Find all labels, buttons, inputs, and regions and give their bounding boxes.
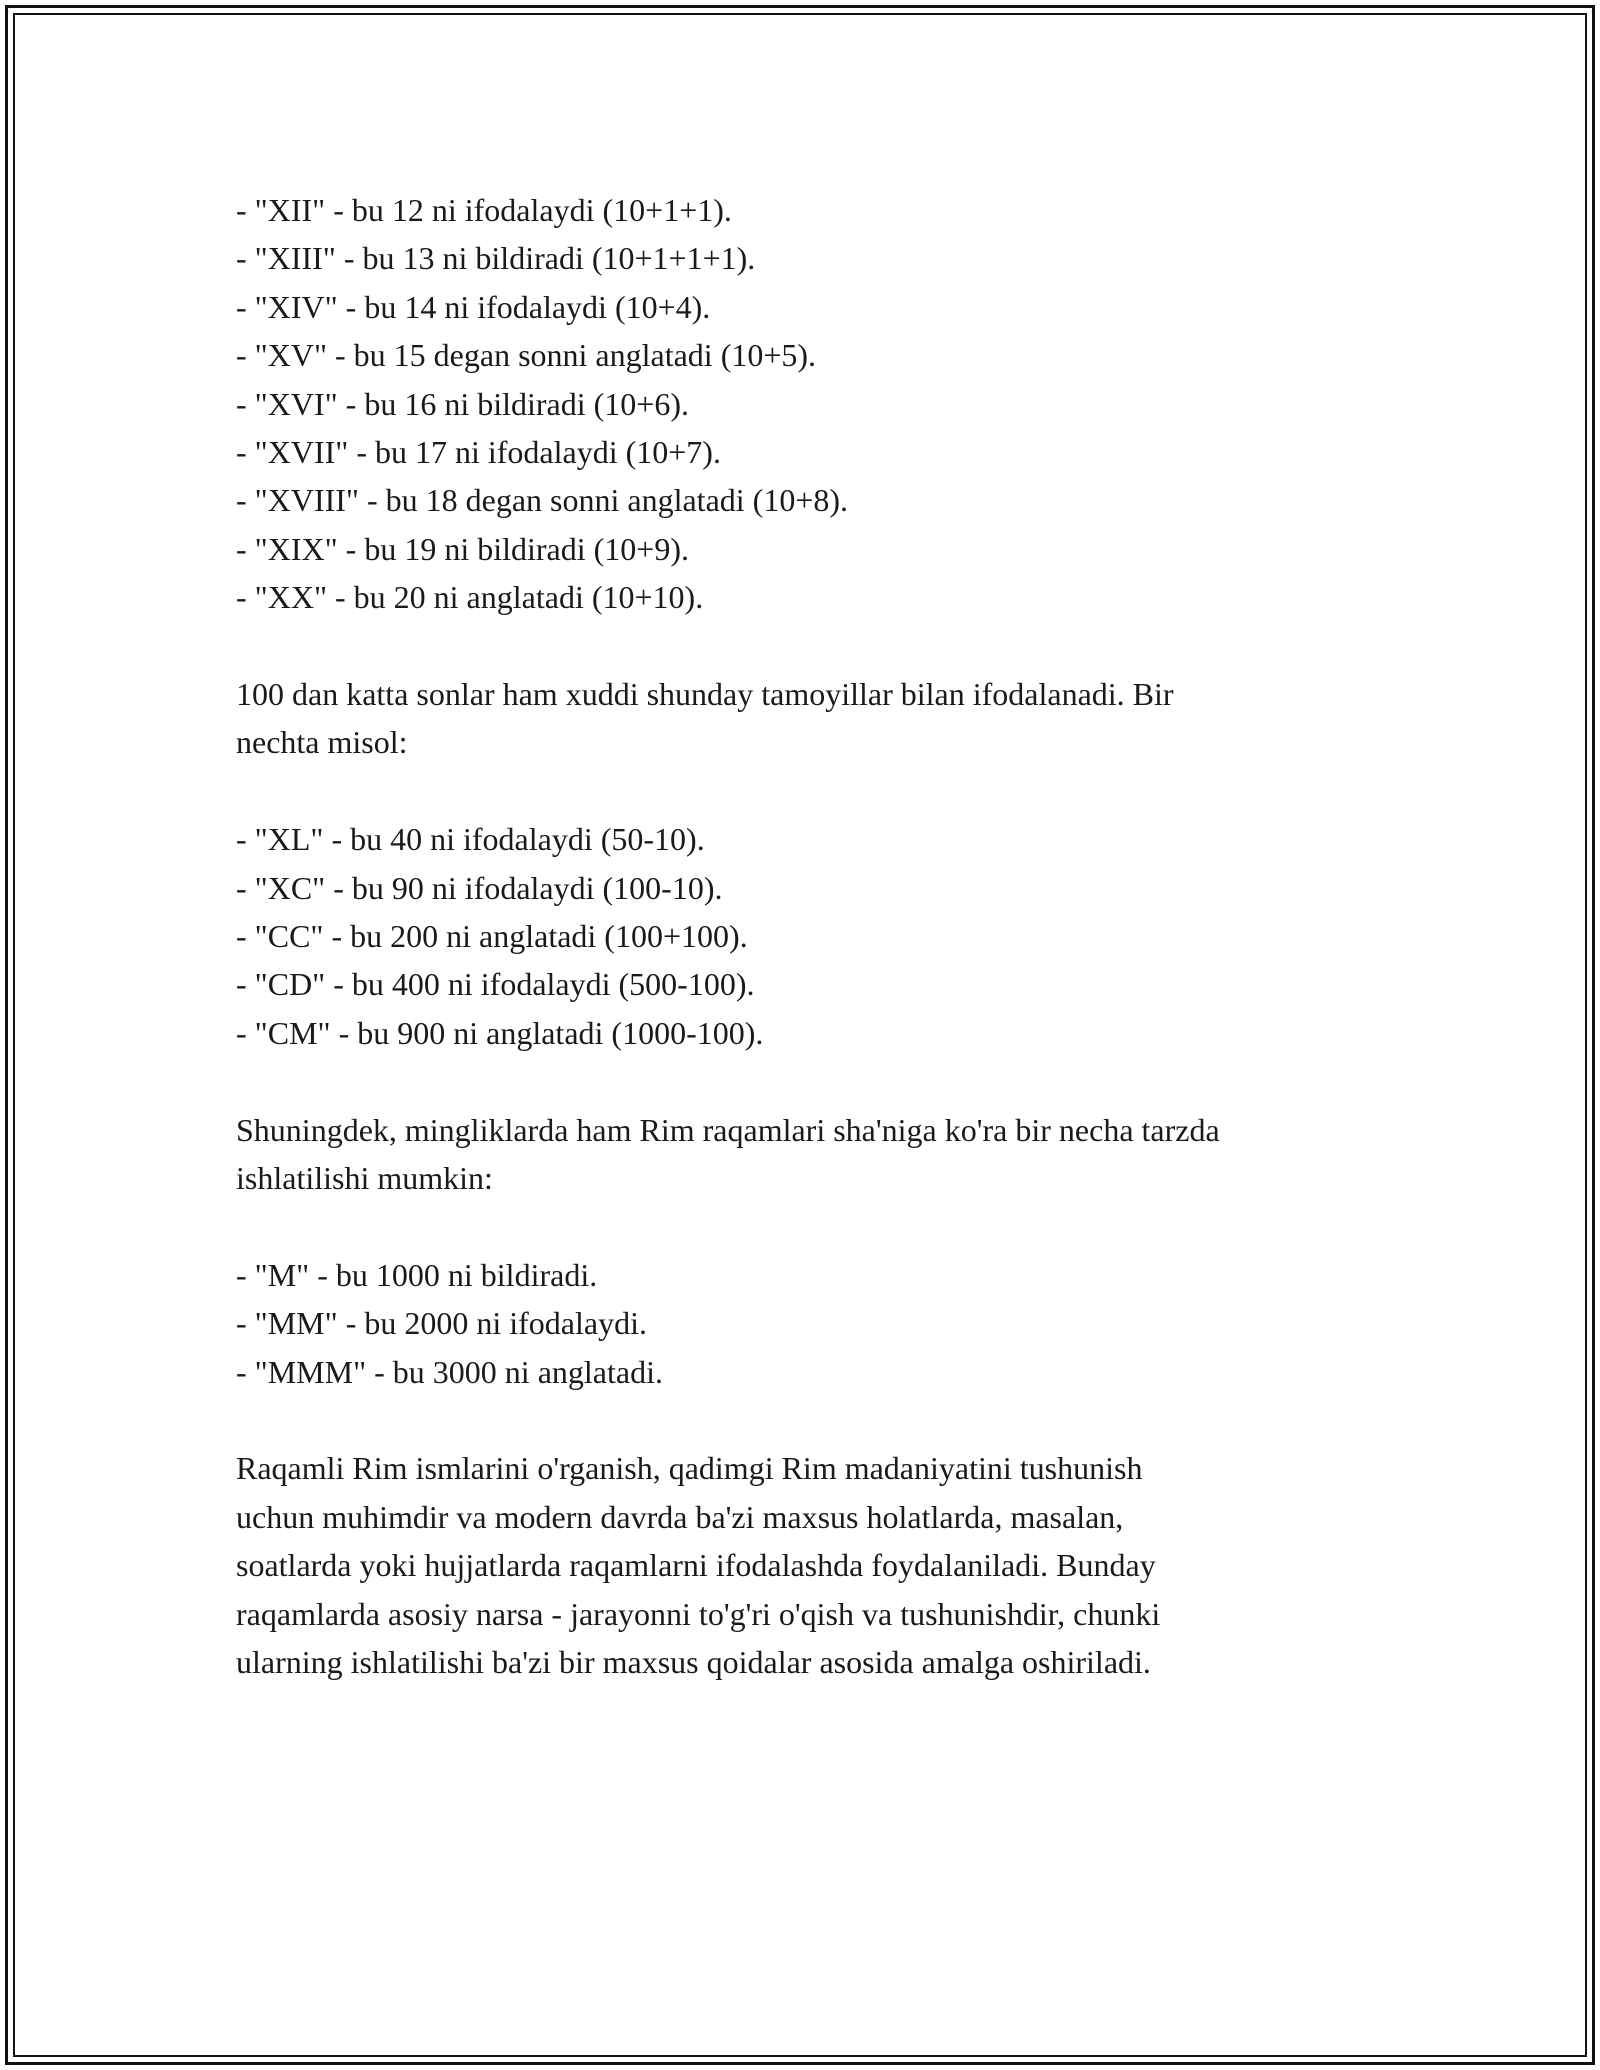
- list-item: - "CD" - bu 400 ni ifodalaydi (500-100).: [236, 966, 755, 1003]
- document-body: [236, 186, 1406, 1687]
- paragraph-gap: [236, 622, 1406, 670]
- paragraph-gap: [236, 1202, 1406, 1250]
- list-item: - "XVIII" - bu 18 degan sonni anglatadi (10+8).: [236, 482, 849, 519]
- list-item: - "XX" - bu 20 ni anglatadi (10+10).: [236, 579, 704, 616]
- list-item: - "CC" - bu 200 ni anglatadi (100+100).: [236, 918, 748, 955]
- list-item: - "XVI" - bu 16 ni bildiradi (10+6).: [236, 385, 689, 422]
- paragraph-line: ishlatilishi mumkin:: [236, 1160, 493, 1197]
- paragraph-line: raqamlarda asosiy narsa - jarayonni to'g'ri o'qish va tushunishdir, chunki: [236, 1595, 1161, 1632]
- paragraph-line: 100 dan katta sonlar ham xuddi shunday tamoyillar bilan ifodalanadi. Bir: [236, 676, 1174, 713]
- paragraph-thousands: [236, 1106, 1406, 1203]
- paragraph-conclusion: [236, 1444, 1406, 1686]
- list-item: - "MM" - bu 2000 ni ifodalaydi.: [236, 1305, 647, 1342]
- paragraph-line: uchun muhimdir va modern davrda ba'zi maxsus holatlarda, masalan,: [236, 1498, 1124, 1535]
- list-item: - "CM" - bu 900 ni anglatadi (1000-100).: [236, 1014, 764, 1051]
- paragraph-line: Shuningdek, mingliklarda ham Rim raqamlari sha'niga ko'ra bir necha tarzda: [236, 1111, 1220, 1148]
- paragraph-large-numbers: [236, 670, 1406, 767]
- list-item: - "XII" - bu 12 ni ifodalaydi (10+1+1).: [236, 192, 732, 228]
- list-item: - "XV" - bu 15 degan sonni anglatadi (10+5).: [236, 337, 817, 374]
- paragraph-line: Raqamli Rim ismlarini o'rganish, qadimgi Rim madaniyatini tushunish: [236, 1450, 1143, 1487]
- list-item: - "XVII" - bu 17 ni ifodalaydi (10+7).: [236, 434, 721, 471]
- list-item: - "XIX" - bu 19 ni bildiradi (10+9).: [236, 530, 689, 567]
- list-item: - "XIII" - bu 13 ni bildiradi (10+1+1+1).: [236, 240, 756, 277]
- paragraph-line: ularning ishlatilishi ba'zi bir maxsus qoidalar asosida amalga oshiriladi.: [236, 1644, 1151, 1681]
- paragraph-gap: [236, 1057, 1406, 1105]
- roman-list-teens: [236, 186, 1406, 622]
- list-item: - "XIV" - bu 14 ni ifodalaydi (10+4).: [236, 288, 711, 325]
- paragraph-gap: [236, 1396, 1406, 1444]
- list-item: - "XL" - bu 40 ni ifodalaydi (50-10).: [236, 821, 705, 858]
- list-item: - "MMM" - bu 3000 ni anglatadi.: [236, 1353, 663, 1390]
- list-item: - "M" - bu 1000 ni bildiradi.: [236, 1256, 598, 1293]
- list-item: - "XC" - bu 90 ni ifodalaydi (100-10).: [236, 869, 723, 906]
- roman-list-hundreds: [236, 815, 1406, 1057]
- paragraph-gap: [236, 767, 1406, 815]
- paragraph-line: nechta misol:: [236, 724, 408, 761]
- paragraph-line: soatlarda yoki hujjatlarda raqamlarni ifodalashda foydalaniladi. Bunday: [236, 1547, 1156, 1584]
- roman-list-thousands: [236, 1251, 1406, 1396]
